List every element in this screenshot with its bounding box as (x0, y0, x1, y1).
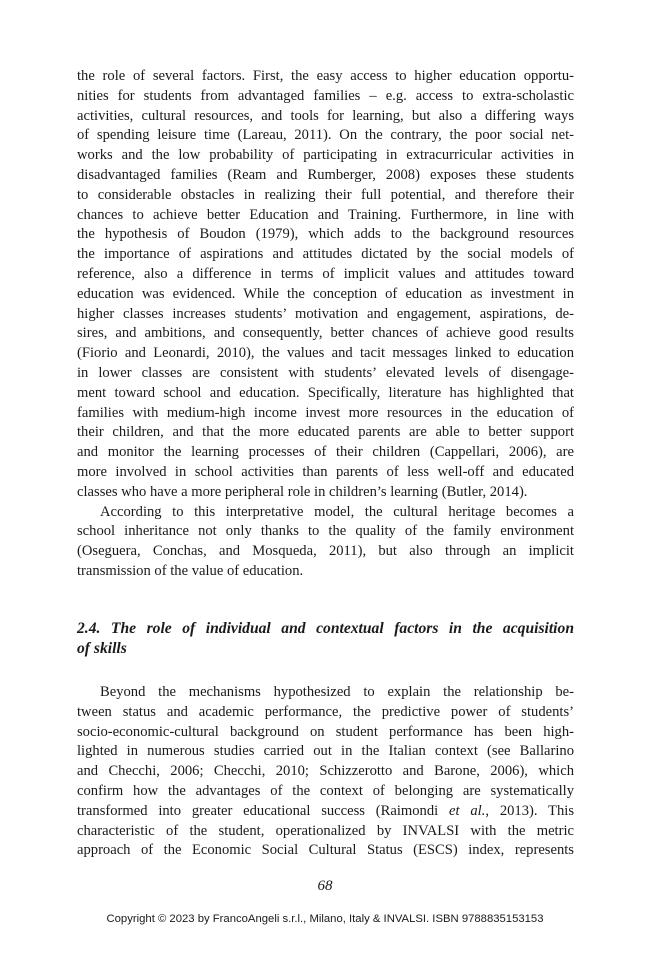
text-line: and monitor the learning processes of their children (Cappellari, 2006), are (77, 444, 574, 461)
italic-fragment: et al. (449, 802, 486, 819)
text-line: chances to achieve better Education and Training. Furthermore, in line with (77, 206, 574, 223)
text-line: their children, and that the more educated parents are able to better support (77, 424, 574, 441)
text-fragment: transformed into greater educational success (Raimondi (77, 802, 450, 819)
text-line: school inheritance not only thanks to the quality of the family environment (77, 523, 574, 540)
text-line (77, 802, 574, 822)
text-line: of spending leisure time (Lareau, 2011). On the contrary, the poor social net- (77, 127, 574, 144)
text-line: transmission of the value of education. (77, 562, 304, 579)
text-line: activities, cultural resources, and tools for learning, but also a differing ways (77, 107, 574, 124)
text-line: (Fiorio and Leonardi, 2010), the values and tacit messages linked to education (77, 345, 574, 362)
page-number: 68 (317, 878, 333, 894)
text-line: the hypothesis of Boudon (1979), which adds to the background resources (77, 226, 574, 243)
text-line: in lower classes are consistent with students’ elevated levels of disengage- (77, 364, 574, 381)
body-text-bottom (77, 683, 574, 861)
text-line: works and the low probability of participating in extracurricular activities in (77, 147, 574, 164)
text-line: nities for students from advantaged families – e.g. access to extra-scholastic (77, 87, 574, 104)
text-line: higher classes increases students’ motivation and engagement, aspirations, de- (77, 305, 574, 322)
text-line: the importance of aspirations and attitudes dictated by the social models of (77, 246, 574, 263)
text-line: the role of several factors. First, the easy access to higher education opportu- (77, 68, 574, 84)
text-line: tween status and academic performance, the predictive power of students’ (77, 703, 574, 720)
text-line: families with medium-high income invest more resources in the education of (77, 404, 574, 421)
text-line: lighted in numerous studies carried out in the Italian context (see Ballarino (77, 743, 574, 760)
text-line: Beyond the mechanisms hypothesized to explain the relationship be- (100, 684, 574, 700)
text-line: reference, also a difference in terms of implicit values and attitudes toward (77, 265, 574, 282)
text-line: education was evidenced. While the conception of education as investment in (77, 285, 574, 302)
text-line: confirm how the advantages of the context of belonging are systematically (77, 782, 574, 799)
text-line: ment toward school and education. Specifically, literature has highlighted that (77, 384, 574, 401)
body-text-top (77, 67, 574, 582)
section-heading-line: of skills (77, 640, 127, 657)
text-line: more involved in school activities than parents of less well-off and educated (77, 463, 574, 480)
text-line: socio-economic-cultural background on student performance has been high- (77, 723, 574, 740)
text-line: sires, and ambitions, and consequently, better chances of achieve good results (77, 325, 574, 342)
text-line: characteristic of the student, operationalized by INVALSI with the metric (77, 822, 574, 839)
text-fragment: , 2013). This (485, 802, 574, 819)
text-line: and Checchi, 2006; Checchi, 2010; Schizzerotto and Barone, 2006), which (77, 763, 574, 780)
text-line: According to this interpretative model, the cultural heritage becomes a (100, 503, 574, 520)
text-line: classes who have a more peripheral role in children’s learning (Butler, 2014). (77, 483, 528, 500)
copyright-notice: Copyright © 2023 by FrancoAngeli s.r.l., Milano, Italy & INVALSI. ISBN 9788835153153 (106, 913, 544, 925)
text-line: disadvantaged families (Ream and Rumberger, 2008) exposes these students (77, 166, 574, 183)
text-line: to considerable obstacles in realizing their full potential, and therefore their (77, 186, 574, 203)
section-heading-line: 2.4. The role of individual and contextual factors in the acquisition (77, 620, 574, 637)
text-line: approach of the Economic Social Cultural Status (ESCS) index, represents (77, 842, 574, 859)
text-line: (Oseguera, Conchas, and Mosqueda, 2011), but also through an implicit (77, 543, 574, 560)
section-heading (77, 619, 574, 659)
